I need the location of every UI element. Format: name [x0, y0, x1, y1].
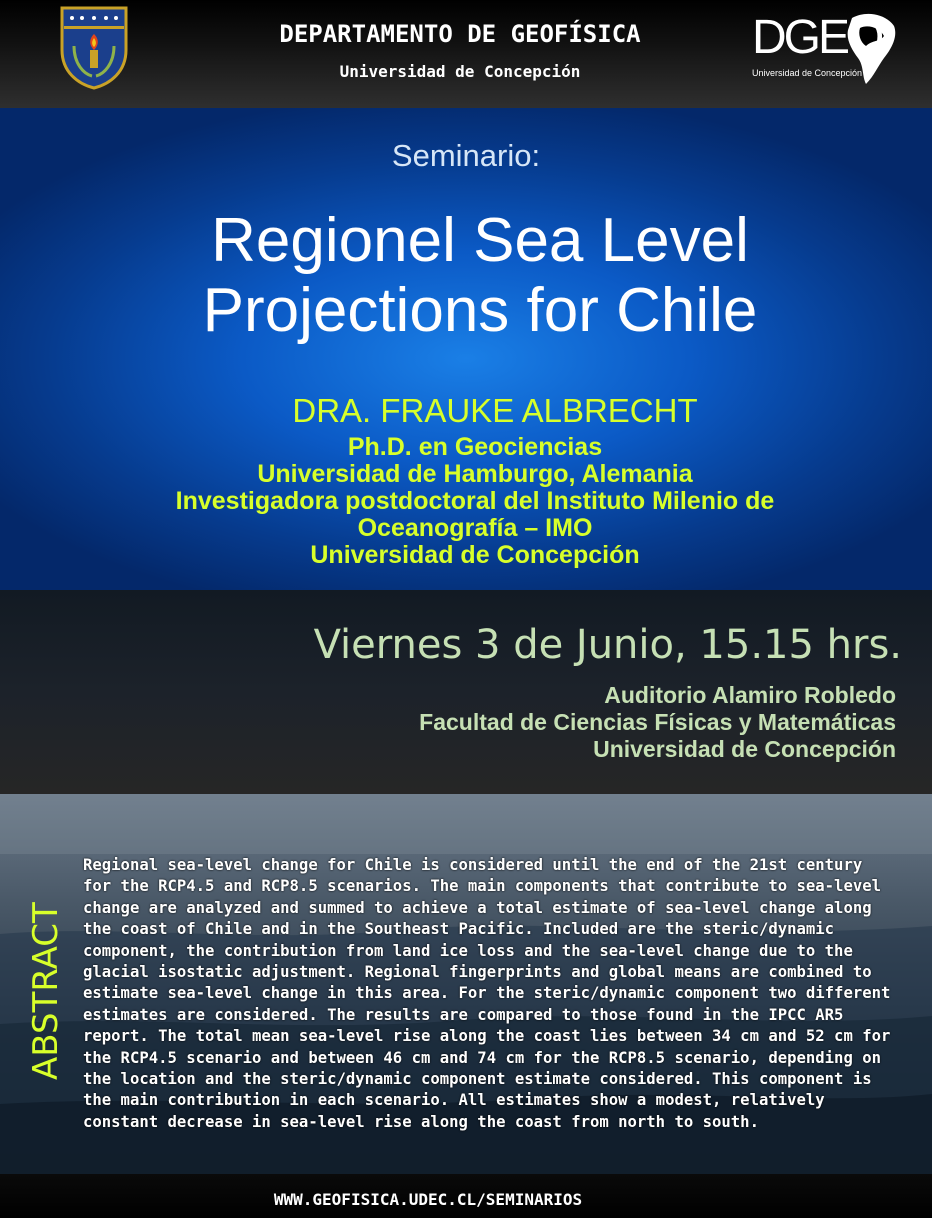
speaker-affiliations: [0, 434, 932, 569]
department-university: Universidad de Concepción: [339, 62, 581, 81]
footer-url-link[interactable]: WWW.GEOFISICA.UDEC.CL/SEMINARIOS: [273, 1190, 583, 1209]
seminar-title-line-2: Projections for Chile: [202, 276, 758, 345]
event-datetime: Viernes 3 de Junio, 15.15 hrs.: [313, 622, 902, 668]
university-crest-icon: [60, 6, 128, 90]
abstract-text: Regional sea-level change for Chile is considered until the end of the 21st century for the RCP4.5 and RCP8.5 scenarios. The main components that contribute to sea-level change are analyzed and summed to achieve a total estimate of sea-level change along the coast of Chile and in the Southeast Pacific. Included are the steric/dynamic component, the contribution from land ice loss and the sea-level change due to the glacial isostatic adjustment. Regional fingerprints and global means are combined to estimate sea-level change in this area. For the steric/dynamic component two different estimates are considered. The results are compared to those found in the IPCC AR5 report. The total mean sea-level rise along the coast lies between 34 cm and 52 cm for the RCP4.5 scenario and between 46 cm and 74 cm for the RCP8.5 scenario, depending on the location and the steric/dynamic component estimate considered. This component is the main contribution in each scenario. All estimates show a modest, relatively constant decrease in sea-level rise along the coast from north to south.: [83, 856, 891, 1131]
affiliation-line: Ph.D. en Geociencias: [347, 433, 603, 461]
affiliation-line: Oceanografía – IMO: [357, 514, 593, 542]
venue-line: Universidad de Concepción: [593, 736, 896, 762]
event-venue: [419, 682, 896, 763]
affiliation-line: Universidad de Hamburgo, Alemania: [257, 460, 693, 488]
affiliation-line: Investigadora postdoctoral del Instituto Milenio de: [175, 487, 775, 515]
abstract-label: ABSTRACT: [26, 902, 66, 1080]
venue-line: Facultad de Ciencias Físicas y Matemáticas: [419, 709, 896, 735]
seminar-title-line-1: Regionel Sea Level: [211, 206, 749, 275]
seminar-label: Seminario:: [391, 138, 541, 173]
affiliation-line: Universidad de Concepción: [310, 541, 640, 569]
dgeo-logo-subtitle: Universidad de Concepción: [752, 68, 863, 78]
seminar-title: [0, 206, 932, 346]
speaker-name: DRA. FRAUKE ALBRECHT: [292, 392, 698, 429]
venue-line: Auditorio Alamiro Robledo: [604, 682, 896, 708]
department-title: DEPARTAMENTO DE GEOFÍSICA: [279, 20, 641, 48]
dgeo-logo-text: DGEO: [752, 11, 882, 64]
